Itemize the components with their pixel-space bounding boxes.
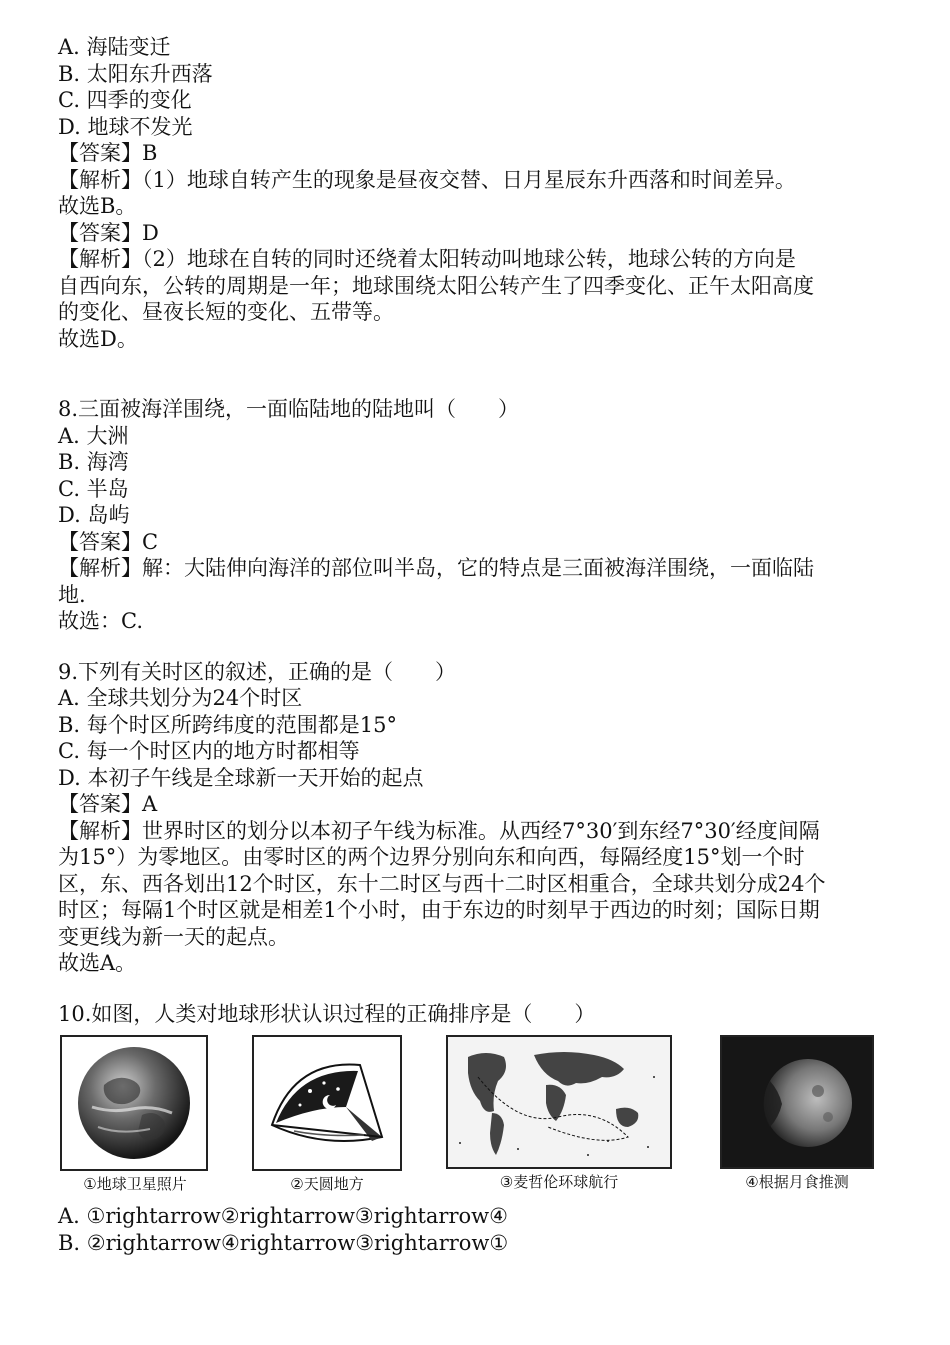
- q10-figure-row: [58, 1035, 898, 1197]
- q9-analysis-line3: 区，东、西各划出12个时区，东十二时区与西十二时区相重合，全球共划分成24个: [58, 871, 826, 896]
- q8-answer: 【答案】C: [58, 529, 159, 554]
- q7-answer-2: 【答案】D: [58, 220, 159, 245]
- q7-analysis-2-line3: 的变化、昼夜长短的变化、五带等。: [58, 300, 394, 324]
- figure-magellan-voyage: [446, 1035, 672, 1192]
- q7-conclusion-2: 故选D。: [58, 326, 138, 351]
- figure-lunar-eclipse: [720, 1035, 874, 1192]
- dome-cosmology-image: [254, 1037, 400, 1169]
- q7-option-b: B. 太阳东升西落: [58, 61, 213, 86]
- q9-answer: 【答案】A: [58, 792, 158, 816]
- q10-stem: 10.如图，人类对地球形状认识过程的正确排序是（ ）: [58, 1001, 596, 1026]
- q8-option-d: D. 岛屿: [58, 503, 130, 527]
- q8-option-a: A. 大洲: [58, 423, 129, 448]
- q9-option-c: C. 每一个时区内的地方时都相等: [58, 739, 360, 763]
- q8-stem: 8.三面被海洋围绕，一面临陆地的陆地叫（ ）: [58, 397, 520, 421]
- figure-2-caption: ②天圆地方: [290, 1175, 364, 1193]
- q10-option-b: B. ②rightarrow④rightarrow③rightarrow①: [58, 1230, 509, 1255]
- q9-option-a: A. 全球共划分为24个时区: [58, 686, 303, 710]
- q7-analysis-1: 【解析】（1）地球自转产生的现象是昼夜交替、日月星辰东升西落和时间差异。: [58, 167, 796, 192]
- q7-conclusion-1: 故选B。: [58, 194, 137, 218]
- q7-option-d: D. 地球不发光: [58, 114, 193, 139]
- q7-analysis-2-line1: 【解析】（2）地球在自转的同时还绕着太阳转动叫地球公转，地球公转的方向是: [58, 247, 796, 271]
- figure-4-caption: ④根据月食推测: [745, 1173, 849, 1191]
- q7-option-a: A. 海陆变迁: [58, 35, 171, 59]
- q10-option-a: A. ①rightarrow②rightarrow③rightarrow④: [58, 1204, 508, 1228]
- q9-conclusion: 故选A。: [58, 951, 137, 975]
- q9-analysis-line2: 为15°）为零地区。由零时区的两个边界分别向东和向西，每隔经度15°划一个时: [58, 845, 805, 869]
- q9-option-d: D. 本初子午线是全球新一天开始的起点: [58, 765, 424, 790]
- q7-answer-1: 【答案】B: [58, 141, 158, 165]
- document-page: [58, 34, 898, 1256]
- q7-analysis-2-line2: 自西向东，公转的周期是一年；地球围绕太阳公转产生了四季变化、正午太阳高度: [58, 273, 814, 298]
- q8-option-c: C. 半岛: [58, 476, 129, 501]
- q8-analysis-line1: 【解析】解：大陆伸向海洋的部位叫半岛，它的特点是三面被海洋围绕，一面临陆: [58, 556, 814, 580]
- q9-stem: 9.下列有关时区的叙述，正确的是（ ）: [58, 659, 457, 684]
- q9-option-b: B. 每个时区所跨纬度的范围都是15°: [58, 712, 398, 737]
- q9-analysis-line5: 变更线为新一天的起点。: [58, 924, 289, 949]
- moon-eclipse-image: [722, 1037, 872, 1167]
- q8-option-b: B. 海湾: [58, 450, 129, 474]
- q9-analysis-line4: 时区；每隔1个时区就是相差1个小时，由于东边的时刻早于西边的时刻；国际日期: [58, 898, 820, 922]
- q8-conclusion: 故选：C.: [58, 609, 143, 633]
- figure-earth-satellite: [60, 1035, 210, 1194]
- q8-analysis-line2: 地.: [58, 582, 86, 607]
- q9-analysis-line1: 【解析】世界时区的划分以本初子午线为标准。从西经7°30′到东经7°30′经度间隔: [58, 818, 820, 843]
- figure-1-caption: ①地球卫星照片: [83, 1175, 187, 1193]
- earth-globe-image: [62, 1037, 206, 1169]
- figure-heaven-round-earth-square: [252, 1035, 402, 1194]
- figure-3-caption: ③麦哲伦环球航行: [499, 1173, 619, 1191]
- world-map-image: [448, 1037, 670, 1167]
- q7-option-c: C. 四季的变化: [58, 88, 192, 112]
